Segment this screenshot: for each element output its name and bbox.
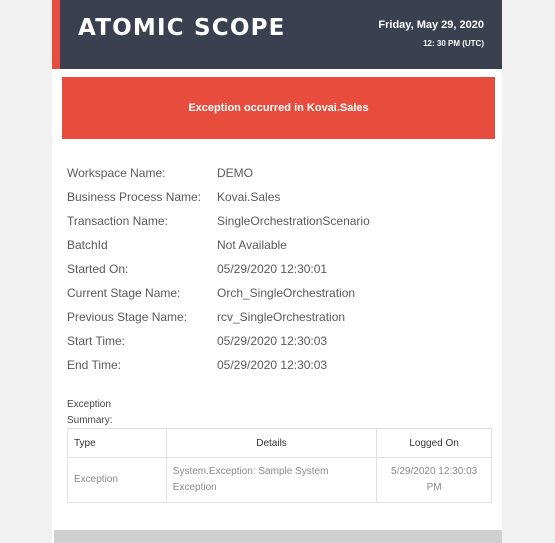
email-container <box>52 0 502 543</box>
detail-label: Transaction Name: <box>67 214 168 228</box>
exception-summary-heading-line1: Exception <box>67 399 111 410</box>
detail-label: Workspace Name: <box>67 166 166 180</box>
detail-value: 05/29/2020 12:30:03 <box>217 334 328 348</box>
table-row <box>68 458 492 503</box>
details-list <box>67 164 487 380</box>
detail-label: Business Process Name: <box>67 190 202 204</box>
detail-value: Orch_SingleOrchestration <box>217 286 356 300</box>
detail-value: rcv_SingleOrchestration <box>217 310 346 324</box>
detail-label: Previous Stage Name: <box>67 310 188 324</box>
detail-row-workspace <box>67 164 487 188</box>
table-header-row <box>68 429 492 458</box>
detail-row-start-time <box>67 332 487 356</box>
detail-value: 05/29/2020 12:30:03 <box>217 358 328 372</box>
detail-row-current-stage <box>67 284 487 308</box>
logo-text: ATOMIC SCOPE <box>78 15 286 41</box>
detail-row-previous-stage <box>67 308 487 332</box>
detail-row-transaction <box>67 212 487 236</box>
exception-summary-heading <box>67 397 113 429</box>
detail-label: Start Time: <box>67 334 126 348</box>
exception-alert-banner <box>62 77 495 139</box>
email-header <box>52 0 502 69</box>
column-header-details: Details <box>166 429 376 458</box>
header-time: 12: 30 PM (UTC) <box>423 39 484 48</box>
detail-row-business-process <box>67 188 487 212</box>
cell-details: System.Exception: Sample System Exception <box>166 458 376 503</box>
detail-label: End Time: <box>67 358 122 372</box>
column-header-type: Type <box>68 429 167 458</box>
header-date: Friday, May 29, 2020 <box>378 19 484 31</box>
detail-value: DEMO <box>217 166 253 180</box>
detail-value: Kovai.Sales <box>217 190 281 204</box>
detail-row-end-time <box>67 356 487 380</box>
detail-value: Not Available <box>217 238 287 252</box>
alert-message: Exception occurred in Kovai.Sales <box>188 102 369 114</box>
header-accent-bar <box>52 0 60 69</box>
atomic-scope-logo <box>78 15 286 41</box>
detail-row-started-on <box>67 260 487 284</box>
email-footer-bar <box>54 530 502 543</box>
detail-value: 05/29/2020 12:30:01 <box>217 262 328 276</box>
detail-value: SingleOrchestrationScenario <box>217 214 370 228</box>
detail-label: Started On: <box>67 262 129 276</box>
detail-row-batch-id <box>67 236 487 260</box>
exception-summary-table <box>67 428 492 503</box>
detail-label: Current Stage Name: <box>67 286 181 300</box>
column-header-logged-on: Logged On <box>377 429 492 458</box>
exception-summary-heading-line2: Summary: <box>67 415 113 426</box>
detail-label: BatchId <box>67 238 108 252</box>
cell-type: Exception <box>68 458 167 503</box>
cell-logged-on: 5/29/2020 12:30:03 PM <box>377 458 492 503</box>
